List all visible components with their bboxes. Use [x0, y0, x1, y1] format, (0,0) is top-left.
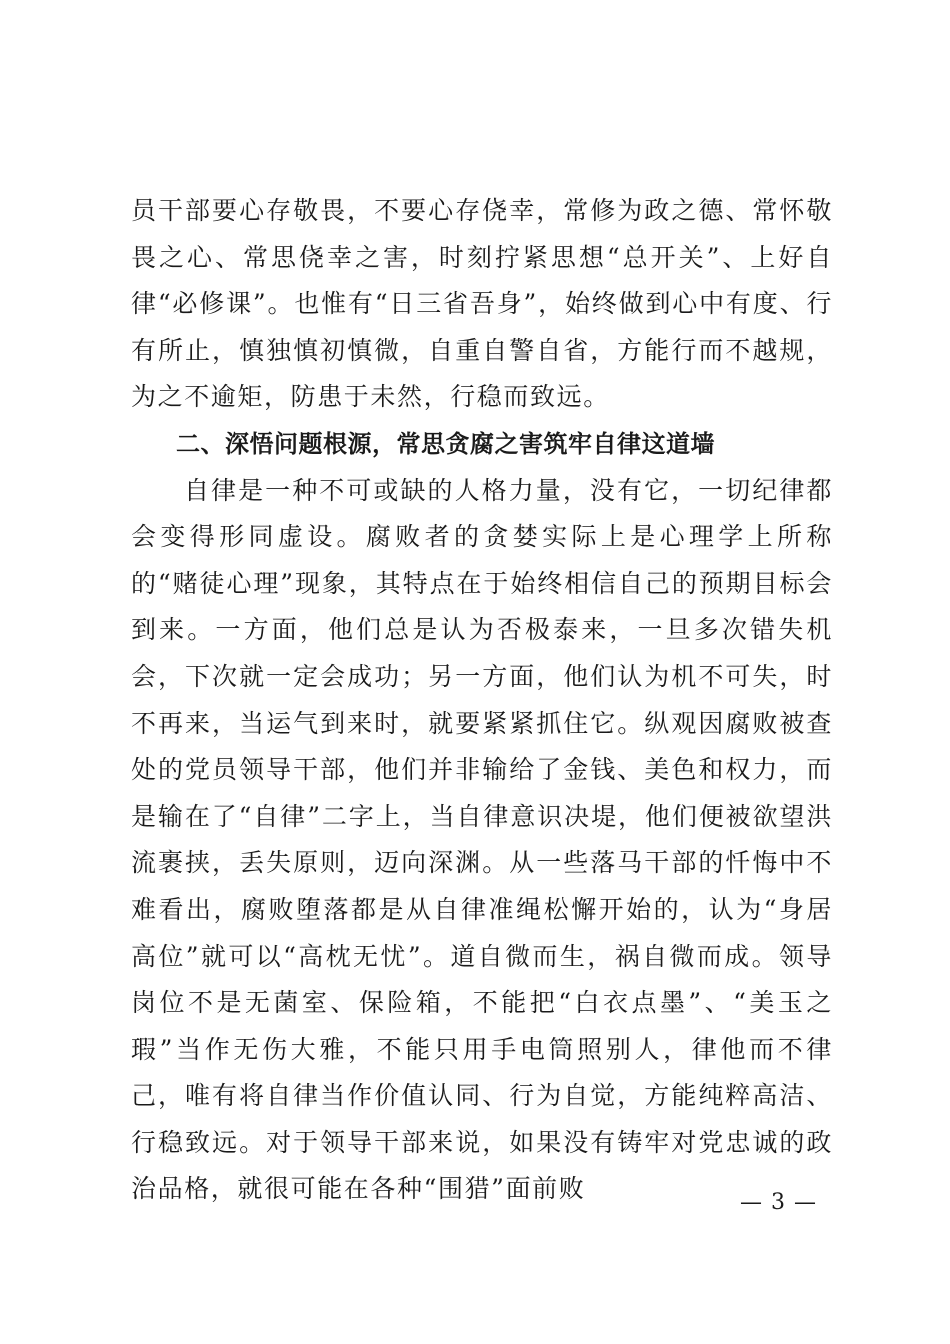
document-body: [131, 188, 833, 1213]
paragraph-continuation: 员干部要心存敬畏，不要心存侥幸，常修为政之德、常怀敬畏之心、常思侥幸之害，时刻拧紧思想“总开关”、上好自律“必修课”。也惟有“日三省吾身”，始终做到心中有度、行有所止，慎独慎初慎微，自重自警自省，方能行而不越规，为之不逾矩，防患于未然，行稳而致远。: [131, 196, 833, 412]
paragraph-body: 自律是一种不可或缺的人格力量，没有它，一切纪律都会变得形同虚设。腐败者的贪婪实际上是心理学上所称的“赌徒心理”现象，其特点在于始终相信自己的预期目标会到来。一方面，他们总是认为否极泰来，一旦多次错失机会，下次就一定会成功；另一方面，他们认为机不可失，时不再来，当运气到来时，就要紧紧抓住它。纵观因腐败被查处的党员领导干部，他们并非输给了金钱、美色和权力，而是输在了“自律”二字上，当自律意识决堤，他们便被欲望洪流裹挟，丢失原则，迈向深渊。从一些落马干部的忏悔中不难看出，腐败堕落都是从自律准绳松懈开始的，认为“身居高位”就可以“高枕无忧”。道自微而生，祸自微而成。领导岗位不是无菌室、保险箱，不能把“白衣点墨”、“美玉之瑕”当作无伤大雅，不能只用手电筒照别人，律他而不律己，唯有将自律当作价值认同、行为自觉，方能纯粹高洁、行稳致远。对于领导干部来说，如果没有铸牢对党忠诚的政治品格，就很可能在各种“围猎”面前败: [131, 475, 833, 1204]
page-number: — 3 —: [740, 1190, 817, 1215]
section-heading: 二、深悟问题根源，常思贪腐之害筑牢自律这道墙: [176, 429, 715, 458]
